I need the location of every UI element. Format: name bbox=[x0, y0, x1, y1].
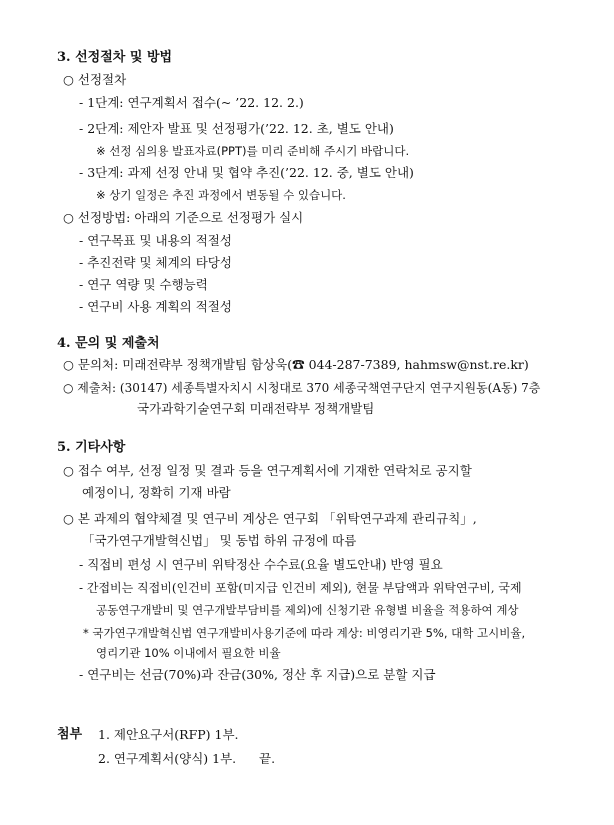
direct-cost-line: - 직접비 편성 시 연구비 위탁정산 수수료(요율 별도안내) 반영 필요 bbox=[79, 557, 443, 572]
criteria-item: - 연구 역량 및 수행능력 bbox=[79, 277, 208, 292]
payment-line: - 연구비는 선금(70%)과 잔금(30%, 정산 후 지급)으로 분할 지급 bbox=[79, 667, 436, 682]
notice-item-1-line-1: ○ 접수 여부, 선정 일정 및 결과 등을 연구계획서에 기재한 연락처로 공지할 bbox=[63, 463, 472, 478]
criteria-item: - 추진전략 및 체계의 타당성 bbox=[79, 255, 232, 270]
submit-line-2: 국가과학기술연구회 미래전략부 정책개발팀 bbox=[137, 401, 375, 416]
notice-item-2-line-1: ○ 본 과제의 협약체결 및 연구비 계상은 연구회 「위탁연구과제 관리규칙」, bbox=[63, 511, 477, 526]
criteria-item: - 연구비 사용 계획의 적절성 bbox=[79, 299, 232, 314]
section-4-title: 4. 문의 및 제출처 bbox=[57, 336, 160, 351]
step-3: - 3단계: 과제 선정 안내 및 협약 추진(’22. 12. 중, 별도 안내) bbox=[79, 165, 414, 180]
attachment-label: 첨부 bbox=[57, 727, 83, 742]
contact-line: ○ 문의처: 미래전략부 정책개발팀 함상욱(☎ 044-287-7389, hahmsw@nst.re.kr) bbox=[63, 357, 529, 372]
procedure-title: ○ 선정절차 bbox=[63, 72, 127, 87]
footnote-line-2: 영리기관 10% 이내에서 필요한 비율 bbox=[96, 646, 281, 660]
submit-line-1: ○ 제출처: (30147) 세종특별자치시 시청대로 370 세종국책연구단지 연구지원동(A동) 7층 bbox=[63, 381, 541, 395]
section-3-title: 3. 선정절차 및 방법 bbox=[57, 50, 173, 65]
notice-item-2-line-2: 「국가연구개발혁신법」 및 동법 하위 규정에 따름 bbox=[82, 533, 357, 548]
end-mark: 끝. bbox=[259, 751, 276, 766]
step-2: - 2단계: 제안자 발표 및 선정평가(’22. 12. 초, 별도 안내) bbox=[79, 121, 394, 136]
attachment-item-2: 2. 연구계획서(양식) 1부. bbox=[98, 751, 237, 766]
footnote-line-1: * 국가연구개발혁신법 연구개발비사용기준에 따라 계상: 비영리기관 5%, 대학 고시비율, bbox=[83, 626, 526, 640]
step-1: - 1단계: 연구계획서 접수(~ ’22. 12. 2.) bbox=[79, 95, 304, 110]
section-5-title: 5. 기타사항 bbox=[57, 440, 126, 455]
attachment-item-1: 1. 제안요구서(RFP) 1부. bbox=[98, 727, 239, 742]
indirect-cost-line-1: - 간접비는 직접비(인건비 포함(미지급 인건비 제외), 현물 부담액과 위탁연구비, 국제 bbox=[79, 581, 522, 595]
indirect-cost-line-2: 공동연구개발비 및 연구개발부담비를 제외)에 신청기관 유형별 비율을 적용하여 계상 bbox=[96, 603, 519, 617]
step-3-note: ※ 상기 일정은 추진 과정에서 변동될 수 있습니다. bbox=[96, 188, 346, 202]
notice-item-1-line-2: 예정이니, 정확히 기재 바람 bbox=[82, 485, 231, 500]
step-2-note: ※ 선정 심의용 발표자료(PPT)를 미리 준비해 주시기 바랍니다. bbox=[96, 144, 410, 158]
method-title: ○ 선정방법: 아래의 기준으로 선정평가 실시 bbox=[63, 210, 304, 225]
criteria-item: - 연구목표 및 내용의 적절성 bbox=[79, 233, 232, 248]
